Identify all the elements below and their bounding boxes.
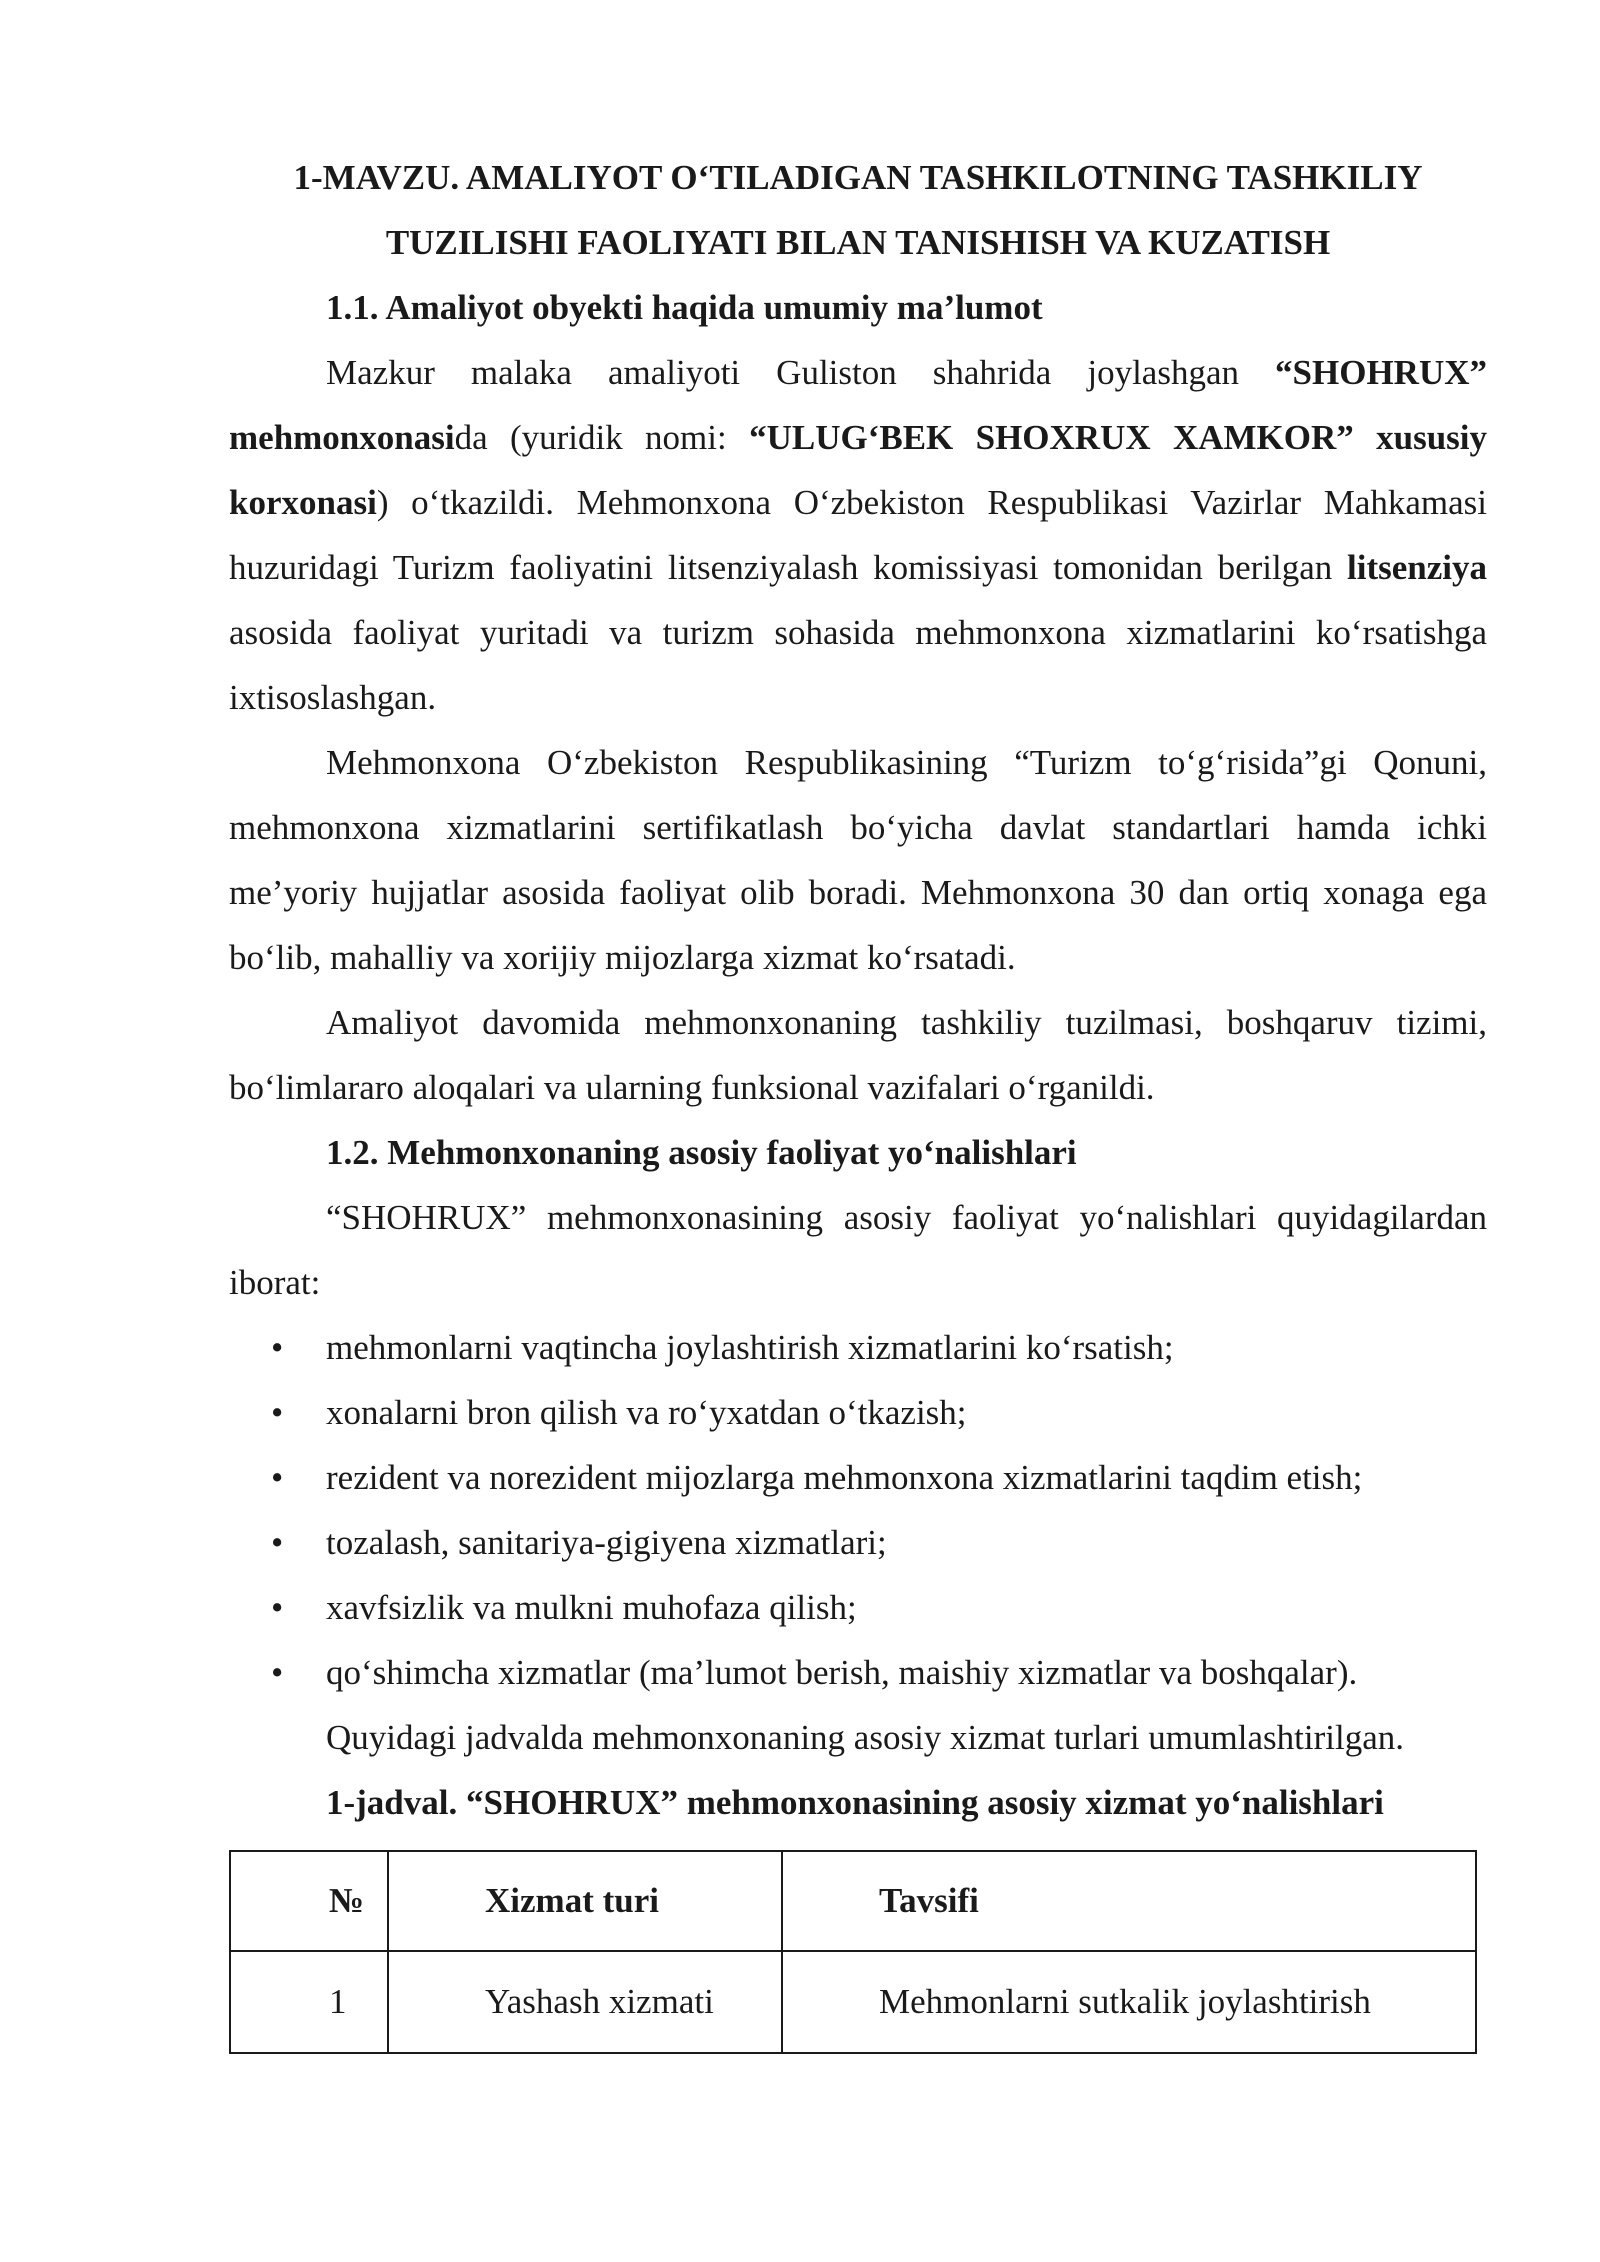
- bullet-icon: •: [271, 1393, 284, 1432]
- bullet-icon: •: [271, 1458, 284, 1497]
- title-line-1: 1-MAVZU. AMALIYOT O‘TILADIGAN TASHKILOTNING TASHKILIY: [293, 158, 1423, 197]
- section-2-heading: 1.2. Mehmonxonaning asosiy faoliyat yo‘nalishlari: [326, 1133, 1077, 1172]
- cell-service-type: [388, 1951, 782, 2053]
- document-body: [229, 145, 1487, 1835]
- table-header-row: [230, 1851, 1476, 1951]
- cell-number-text: 1: [329, 1982, 347, 2021]
- section-2-intro: “SHOHRUX” mehmonxonasining asosiy faoliyat yo‘nalishlari quyidagilardan iborat:: [229, 1198, 1487, 1302]
- license-bold: litsenziya: [1347, 548, 1487, 587]
- document-title: [229, 145, 1487, 275]
- header-number: [230, 1851, 388, 1951]
- list-item-text: tozalash, sanitariya-gigiyena xizmatlari;: [326, 1523, 887, 1562]
- section-1-paragraph-3: Amaliyot davomida mehmonxonaning tashkiliy tuzilmasi, boshqaruv tizimi, bo‘limlararo aloqalari va ularning funksional vazifalari o‘rganildi.: [229, 1003, 1487, 1107]
- bullet-icon: •: [271, 1653, 284, 1692]
- p1-text-2: da (yuridik nomi:: [454, 418, 750, 457]
- services-list: [229, 1315, 1487, 1705]
- list-item: [229, 1640, 1487, 1705]
- cell-service-type-text: Yashash xizmati: [485, 1982, 714, 2021]
- section-1-paragraph-2: Mehmonxona O‘zbekiston Respublikasining “Turizm to‘g‘risida”gi Qonuni, mehmonxona xizmatlarini sertifikatlash bo‘yicha davlat standartlari hamda ichki me’yoriy hujjatlar asosida faoliyat olib boradi. Mehmonxona 30 dan ortiq xonaga ega bo‘lib, mahalliy va xorijiy mijozlarga xizmat ko‘rsatadi.: [229, 743, 1487, 977]
- section-1-paragraph-1: [229, 340, 1487, 730]
- list-item-text: mehmonlarni vaqtincha joylashtirish xizmatlarini ko‘rsatish;: [326, 1328, 1174, 1367]
- list-item: [229, 1445, 1487, 1510]
- header-service-type-label: Xizmat turi: [485, 1881, 659, 1920]
- header-number-label: №: [329, 1881, 365, 1920]
- list-item: [229, 1380, 1487, 1445]
- bullet-icon: •: [271, 1588, 284, 1627]
- cell-description: [782, 1951, 1476, 2053]
- p1-text-3: ) o‘tkazildi. Mehmonxona O‘zbekiston Respublikasi Vazirlar Mahkamasi huzuridagi Turizm faoliyatini litsenziyalash komissiyasi tomonidan berilgan: [229, 483, 1487, 587]
- cell-description-text: Mehmonlarni sutkalik joylashtirish: [879, 1982, 1371, 2021]
- cell-number: [230, 1951, 388, 2053]
- list-item-text: xavfsizlik va mulkni muhofaza qilish;: [326, 1588, 857, 1627]
- list-item: [229, 1510, 1487, 1575]
- list-item-text: xonalarni bron qilish va ro‘yxatdan o‘tkazish;: [326, 1393, 967, 1432]
- bullet-icon: •: [271, 1328, 284, 1367]
- legal-name-bold: “ULUG‘BEK SHOXRUX XAMKOR” xususiy korxonasi: [229, 418, 1487, 522]
- hotel-name-bold: “SHOHRUX” mehmonxonasi: [229, 353, 1487, 457]
- list-item: [229, 1575, 1487, 1640]
- table-caption: 1-jadval. “SHOHRUX” mehmonxonasining asosiy xizmat yo‘nalishlari: [326, 1783, 1384, 1822]
- services-table: [229, 1850, 1477, 2054]
- header-description: [782, 1851, 1476, 1951]
- p1-text-1: Mazkur malaka amaliyoti Guliston shahrida joylashgan: [326, 353, 1276, 392]
- header-service-type: [388, 1851, 782, 1951]
- bullet-icon: •: [271, 1523, 284, 1562]
- list-item-text: qo‘shimcha xizmatlar (ma’lumot berish, maishiy xizmatlar va boshqalar).: [326, 1653, 1358, 1692]
- title-line-2: TUZILISHI FAOLIYATI BILAN TANISHISH VA KUZATISH: [385, 223, 1331, 262]
- table-intro-sentence: Quyidagi jadvalda mehmonxonaning asosiy xizmat turlari umumlashtirilgan.: [326, 1718, 1404, 1757]
- p1-text-4: asosida faoliyat yuritadi va turizm sohasida mehmonxona xizmatlarini ko‘rsatishga ixtisoslashgan.: [229, 613, 1487, 717]
- section-1-heading: 1.1. Amaliyot obyekti haqida umumiy ma’lumot: [326, 288, 1043, 327]
- list-item: [229, 1315, 1487, 1380]
- table-row: [230, 1951, 1476, 2053]
- header-description-label: Tavsifi: [879, 1881, 979, 1920]
- list-item-text: rezident va norezident mijozlarga mehmonxona xizmatlarini taqdim etish;: [326, 1458, 1363, 1497]
